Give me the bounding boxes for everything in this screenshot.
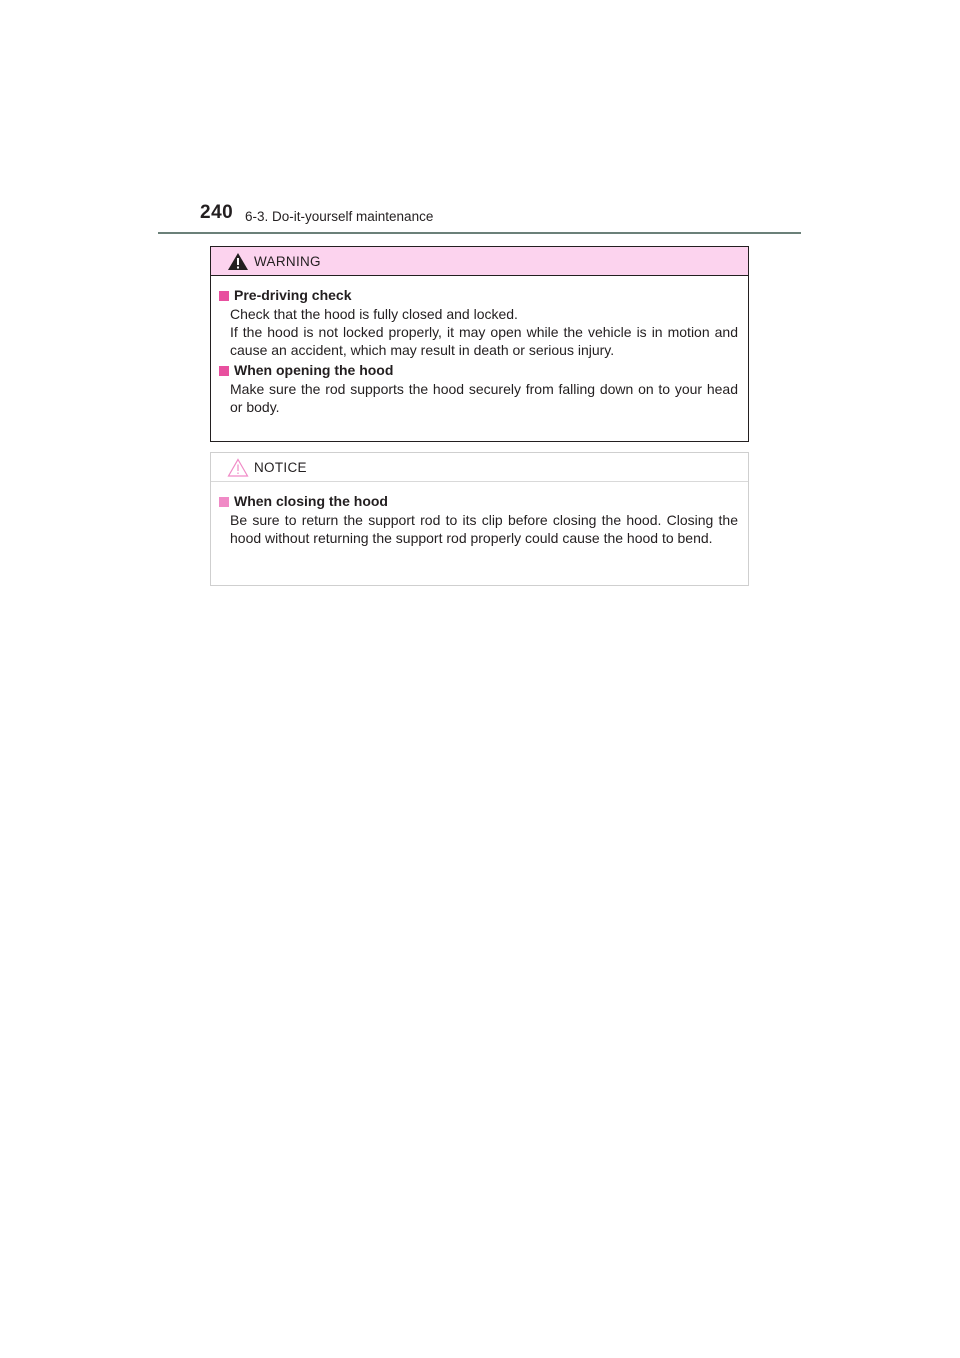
warning-item-pre-driving-check — [219, 286, 738, 359]
warning-item-paragraph: If the hood is not locked properly, it may open while the vehicle is in motion and cause an accident, which may result in death or serious injury. — [230, 324, 738, 358]
notice-label: NOTICE — [254, 460, 307, 475]
section-title: 6-3. Do-it-yourself maintenance — [245, 209, 434, 224]
warning-item-paragraph: Check that the hood is fully closed and locked. — [230, 306, 518, 322]
notice-item-closing-hood — [219, 492, 738, 547]
notice-header — [211, 453, 748, 482]
notice-item-title: When closing the hood — [234, 493, 388, 509]
notice-body — [211, 482, 748, 547]
notice-box — [210, 452, 749, 586]
warning-item-opening-hood — [219, 361, 738, 416]
square-bullet-icon — [219, 291, 229, 301]
warning-triangle-icon — [227, 252, 249, 271]
warning-header — [211, 247, 748, 276]
warning-label: WARNING — [254, 254, 321, 269]
notice-triangle-icon — [227, 458, 249, 477]
page-number: 240 — [200, 202, 234, 223]
header-divider — [158, 232, 801, 234]
warning-item-title: Pre-driving check — [234, 287, 352, 303]
notice-item-paragraph: Be sure to return the support rod to its clip before closing the hood. Closing the hood without returning the support rod properly could cause the hood to bend. — [230, 512, 738, 546]
warning-body — [211, 276, 748, 416]
warning-box — [210, 246, 749, 442]
warning-item-title: When opening the hood — [234, 362, 394, 378]
warning-item-paragraph: Make sure the rod supports the hood securely from falling down on to your head or body. — [230, 381, 738, 415]
square-bullet-icon — [219, 497, 229, 507]
square-bullet-icon — [219, 366, 229, 376]
